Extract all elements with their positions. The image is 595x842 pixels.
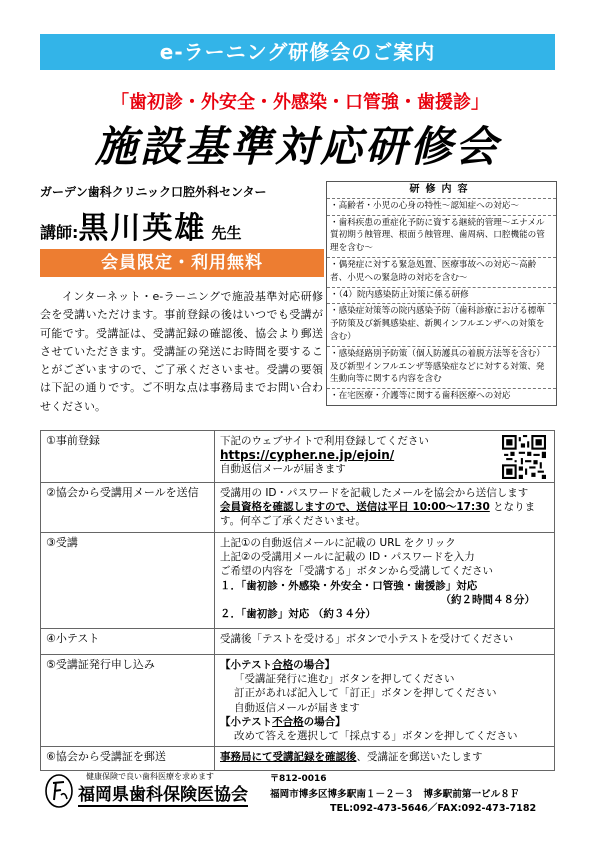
postal-code: 〒812-0016 (270, 774, 327, 784)
steps-table (40, 430, 555, 771)
course-option: １．「歯初診・外感染・外安全・口管強・歯援診」対応 (220, 579, 478, 592)
curriculum-item: ・感染症対策等の院内感染予防（歯科診療における標準予防策及び新興感染症、新興インフルエンザへの対策を含む） (327, 303, 556, 345)
step-content (215, 629, 555, 655)
step-content (215, 747, 555, 771)
record-check: 事務局にて受講記録を確認後 (220, 751, 357, 764)
step-label: ④小テスト (41, 629, 215, 655)
step-text: 上記①の自動返信メールに記載の URL をクリック (220, 537, 456, 549)
curriculum-item: ・高齢者・小児の心身の特性～認知症への対応～ (327, 198, 556, 215)
lecturer-prefix: 講師: (40, 223, 79, 242)
fail-open: 【小テスト (220, 715, 273, 728)
address: 福岡市博多区博多駅南１－２－３ 博多駅前第一ビル８Ｆ (270, 789, 520, 800)
curriculum-item: ・感染経路別予防策（個人防護具の着脱方法等を含む）及び新型インフルエンザ等感染症などに対する対策、発生動向等に関する内容を含む (327, 346, 556, 388)
step-text: となります。何卒ご了承くださいませ。 (220, 501, 536, 528)
step-text: 、受講証を郵送いたします (356, 751, 483, 764)
step-content (215, 655, 555, 747)
fail-word: 不合格 (272, 715, 304, 728)
curriculum-item: ・（4）院内感染防止対策に係る研修 (327, 287, 556, 304)
subtitle: 「歯初診・外安全・外感染・口管強・歯援診」 (111, 92, 489, 113)
pass-close: の場合】 (293, 659, 336, 671)
step-text: 「受講証発行に進む」ボタンを押してください (234, 673, 455, 686)
step-text (220, 500, 549, 528)
pass-open: 【小テスト (220, 659, 273, 671)
step-text: 受講用の ID・パスワードを記載したメールを協会から送信します (220, 487, 529, 499)
step-content (215, 483, 555, 533)
course-option: ２．「歯初診」対応 （約３４分） (220, 608, 376, 621)
pass-heading (220, 658, 549, 672)
intro-text: インターネット・e-ラーニングで施設基準対応研修会を受講いただけます。事前登録の後はいつでも受講が可能です。受講証は、受講記録の確認後、協会より郵送させていただきます。受講証の発送にお時間を要することがございますので、ご了承くださいませ。受講の要領は下記の通りです。ご不明な点は事務局までお問い合わせください。 (40, 290, 323, 413)
lecturer-name: 黒川英雄 (78, 211, 207, 246)
step-content (215, 431, 555, 483)
step-text: 改めて答えを選択して「採点する」ボタンを押してください (234, 730, 518, 743)
org-name: 福岡県歯科保険医協会 (78, 780, 248, 807)
step-text: 上記②の受講用メールに記載の ID・パスワードを入力 (220, 551, 475, 564)
curriculum-title: 研修内容 (409, 184, 474, 195)
curriculum-item: ・在宅医療・介護等に関する歯科医療への対応 (327, 388, 556, 405)
step-row-2 (41, 483, 555, 533)
step-label: ⑥協会から受講証を郵送 (41, 747, 215, 771)
step-label: ⑤受講証発行申し込み (41, 655, 215, 747)
phone-fax: TEL:092-473-5646／FAX:092-473-7182 (330, 803, 537, 814)
step-label: ①事前登録 (41, 431, 215, 483)
member-badge: 会員限定・利用無料 (40, 249, 324, 277)
register-link[interactable]: https://cypher.ne.jp/ejoin/ (220, 448, 395, 463)
page-title: 施設基準対応研修会 (94, 122, 500, 171)
fail-close: の場合】 (303, 715, 346, 728)
banner: e-ラーニング研修会のご案内 (40, 34, 555, 70)
step-text: 下記のウェブサイトで利用登録してください (220, 435, 429, 447)
curriculum-item: ・偶発症に対する緊急処置、医療事故への対応～高齢者、小児への緊急時の対応を含む～ (327, 257, 556, 287)
step-row-6 (41, 747, 555, 771)
step-row-4 (41, 629, 555, 655)
step-text: ご希望の内容を「受講する」ボタンから受講してください (220, 565, 493, 578)
lecturer-suffix: 先生 (211, 224, 242, 242)
step-text: 自動返信メールが届きます (220, 463, 346, 476)
step-label: ③受講 (41, 533, 215, 629)
step-label: ②協会から受講用メールを送信 (41, 483, 215, 533)
curriculum-box (326, 181, 557, 406)
step-row-3 (41, 533, 555, 629)
qr-code-icon[interactable] (502, 435, 546, 479)
org-tagline: 健康保険で良い歯科医療を求めます (86, 772, 214, 781)
step-text: 受講後「テストを受ける」ボタンで小テストを受けてください (220, 633, 514, 645)
fail-heading (220, 715, 549, 729)
lecturer (40, 203, 242, 247)
step-content (215, 533, 555, 629)
step-row-1 (41, 431, 555, 483)
step-row-5 (41, 655, 555, 747)
step-text: 自動返信メールが届きます (234, 701, 360, 714)
course-duration: （約２時間４８分） (440, 593, 535, 606)
pass-word: 合格 (272, 659, 294, 671)
curriculum-item: ・歯科疾患の重症化予防に資する継続的管理～エナメル質初期う蝕管理、根面う蝕管理、歯周病、口腔機能の管理を含む～ (327, 215, 556, 257)
clinic-name: ガーデン歯科クリニック口腔外科センター (40, 185, 267, 199)
association-logo-icon (44, 773, 74, 809)
hours-note: 会員資格を確認しますので、送信は平日 10:00～17:30 (220, 501, 490, 514)
step-text: 訂正があれば記入して「訂正」ボタンを押してください (234, 687, 497, 700)
